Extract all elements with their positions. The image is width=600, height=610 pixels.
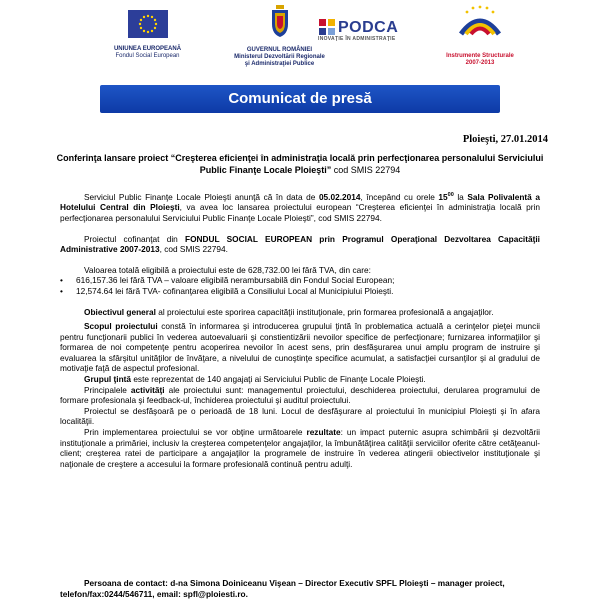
results-label: rezultate (306, 427, 341, 438)
contact-info (60, 578, 540, 600)
budget-bullet (60, 275, 540, 286)
release-title (54, 152, 546, 176)
release-date: Ploieşti, 27.01.2014 (462, 134, 548, 145)
eu-logo-line1: UNIUNEA EUROPEANĂ (113, 46, 182, 52)
bullet-icon: • (60, 275, 63, 286)
gov-logo-line1: GUVERNUL ROMÂNIEI (246, 47, 313, 53)
activities-label: activităţi (130, 384, 165, 395)
p1-text-c: la (453, 191, 468, 202)
budget-bullet (60, 286, 540, 297)
contact-text: Persoana de contact: d-na Simona Doiniceanu Vişean – Director Executiv SPFL Ploieşti – manager proiect, telefon/fax:0244/546711, email: spfl@ploiesti.ro. (60, 578, 505, 599)
activities-text: ale proiectului sunt: managementul proiectului, deschiderea proiectului, derularea programului de formare profesionala şi feedback-ul, închiderea proiectului şi auditul proiectului. (60, 384, 540, 406)
eu-logo (100, 10, 195, 60)
gov-logo-line3: şi Administraţiei Publice (244, 61, 315, 67)
p2-text-b: , cod SMIS 22794. (159, 244, 228, 255)
press-release-banner: Comunicat de presă (100, 85, 500, 113)
event-place: Sala Polivalentă a Hotelului Central din Ploieşti (60, 191, 540, 213)
podca-logo (318, 18, 413, 43)
objective-text: al proiectului este sporirea capacităţii instituţionale, prin formarea profesională a angajaţilor. (155, 306, 494, 317)
release-title-code: cod SMIS 22794 (331, 165, 401, 175)
coat-of-arms-icon (269, 4, 291, 38)
event-hour: 15 (438, 191, 448, 202)
p1-text-b: , începând cu orele (360, 191, 439, 202)
results-text: : un impact puternic asupra schimbării şi dezvoltării instituţionale a primăriei, inclusiv la creşterea competenţelor angajaţilor, la îmbunătăţirea calităţii serviciilor oferite către cetăţeanul-client; creşterea ratei de participare a angajaţilor la programele de instruire în vederea atingerii obiectivelor instituţionale şi naţionale de creştere a accesului la formare profesională continuă pentru adulţi. (60, 427, 540, 469)
event-minutes: 00 (447, 192, 454, 198)
eu-flag-icon (128, 10, 168, 38)
scope-label: Scopul proiectului (84, 321, 158, 332)
target-group-text: este reprezentat de 140 angajaţi ai Serviciului Public de Finanţe Locale Ploieşti. (131, 374, 426, 385)
paragraph-scope (60, 321, 540, 374)
results-text-a: Prin implementarea proiectului se vor obţine următoarele (84, 427, 307, 438)
funding-program: FONDUL SOCIAL EUROPEAN prin Programul Operaţional Dezvoltarea Capacităţii Administrative 2007-2013 (60, 233, 540, 255)
objective-label: Obiectivul general (84, 306, 156, 317)
structural-instruments-logo (435, 4, 525, 67)
podca-tagline: INOVAŢIE ÎN ADMINISTRAŢIE (318, 36, 396, 42)
p1-text-d: , va avea loc lansarea proiectului european “Creşterea eficienţei în administraţia locală prin perfecţionarea personalului Serviciului Public Finanţe Locale Ploieşti”, cod SMIS 22794. (60, 202, 540, 223)
paragraph-objective (60, 307, 540, 318)
budget-bullet-text: 12,574.64 lei fără TVA- cofinanţarea eligibilă a Consiliului Local al Municipiului Ploieşti. (76, 285, 394, 296)
structural-instruments-emblem-icon (457, 4, 503, 40)
paragraph-announcement (60, 190, 540, 224)
paragraph-target-group (60, 374, 540, 385)
is-logo-line1: Instrumente Structurale (446, 53, 514, 59)
podca-emblem-icon (318, 18, 336, 36)
paragraph-results (60, 427, 540, 469)
eu-logo-line2: Fondul Social European (115, 53, 180, 59)
paragraph-activities (60, 385, 540, 406)
release-title-main: Conferinţa lansare proiect “Creşterea eficienţei în administraţia locală prin perfecţionarea personalului Serviciului Public Finanţe Locale Ploieşti” (56, 153, 544, 175)
target-group-label: Grupul ţintă (84, 374, 132, 385)
gov-logo-line2: Ministerul Dezvoltării Regionale (234, 54, 325, 60)
is-logo-line2: 2007-2013 (465, 60, 495, 66)
release-body (60, 190, 540, 469)
podca-name: PODCA (338, 18, 399, 36)
bullet-icon: • (60, 285, 63, 296)
activities-text-a: Principalele (84, 384, 131, 395)
event-date: 05.02.2014 (318, 191, 361, 202)
logo-header (0, 4, 600, 84)
paragraph-duration: Proiectul se desfăşoară pe o perioadă de 18 luni. Locul de desfăşurare al proiectului în municipiul Ploieşti şi în afara localităţii. (60, 405, 540, 427)
budget-bullet-text: 616,157.36 lei fără TVA – valoare eligibilă nerambursabilă din Fondul Social European; (76, 275, 395, 286)
p2-text-a: Proiectul cofinanţat din (84, 233, 185, 244)
p1-text-a: Serviciul Public Finanţe Locale Ploieşti anunţă că în data de (84, 191, 319, 202)
paragraph-funding (60, 234, 540, 255)
paragraph-budget: Valoarea totală eligibilă a proiectului este de 628,732.00 lei fără TVA, din care: (84, 264, 371, 275)
scope-text: constă în informarea şi introducerea grupului ţintă în problematica actuală a cerinţelor pieţei muncii pentru funcţionarii publici în vederea autoevaluarii şi constientizării nevoilor specifice de perfecţionare; furnizarea informaţiilor şi formarea de noi competenţe pentru acoperirea nevoilor în acest sens, prin desfăşurarea unui amplu program de instruire şi evaluarea la sfârşitul unităţilor de învăţare, a nivelului de cunoştinţe specifice acumulat, a satisfacţiei cursanţilor şi al gradului de motivaţie faţă de aspectul profesional. (60, 321, 541, 374)
